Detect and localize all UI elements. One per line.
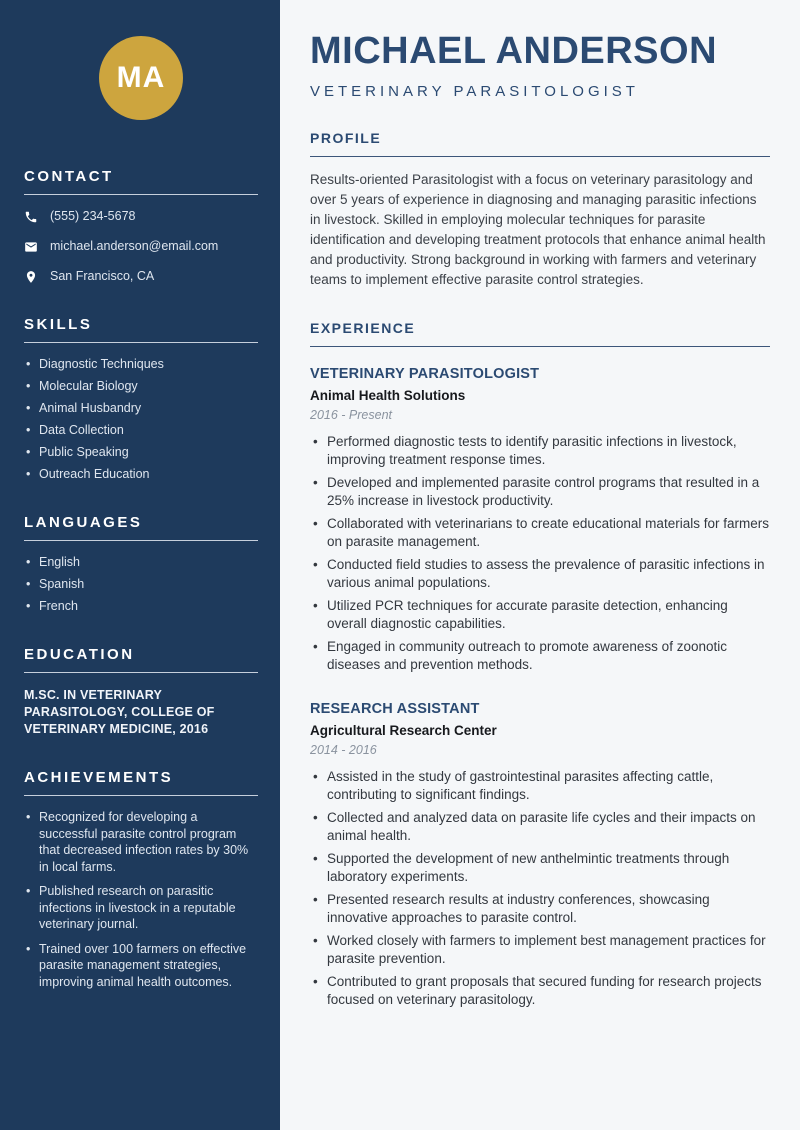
contact-heading: CONTACT: [24, 168, 258, 195]
email-icon: [24, 240, 38, 254]
education-degree: M.SC. IN VETERINARY PARASITOLOGY, COLLEGE OF VETERINARY MEDICINE, 2016: [24, 688, 215, 736]
avatar-initials: MA: [116, 61, 166, 94]
job-role: RESEARCH ASSISTANT: [310, 701, 480, 717]
job-bullet-item: • Performed diagnostic tests to identify parasitic infections in livestock, improving treatment response times.: [310, 433, 770, 469]
education-section: [24, 646, 258, 738]
avatar: [99, 36, 183, 120]
job-bullet-item: • Contributed to grant proposals that secured funding for research projects focused on veterinary parasitology.: [310, 973, 770, 1009]
language-item: • English: [24, 554, 258, 571]
experience-heading: EXPERIENCE: [310, 320, 770, 347]
skill-item: • Animal Husbandry: [24, 400, 258, 417]
job-dates: 2014 - 2016: [310, 743, 377, 757]
main-content: [280, 0, 800, 1130]
job-bullet-item: • Conducted field studies to assess the prevalence of parasitic infections in various animal populations.: [310, 556, 770, 592]
job-bullet-item: • Assisted in the study of gastrointestinal parasites affecting cattle, contributing to significant findings.: [310, 768, 770, 804]
job-bullet-item: • Utilized PCR techniques for accurate parasite detection, enhancing overall diagnostic capabilities.: [310, 597, 770, 633]
achievement-item: • Trained over 100 farmers on effective parasite management strategies, improving animal health outcomes.: [24, 941, 258, 991]
job-bullet-item: • Collected and analyzed data on parasite life cycles and their impacts on animal health.: [310, 809, 770, 845]
languages-section: [24, 514, 258, 615]
skill-item: • Outreach Education: [24, 466, 258, 483]
skill-item: • Data Collection: [24, 422, 258, 439]
job-company: Agricultural Research Center: [310, 723, 497, 738]
location-text: San Francisco, CA: [50, 269, 155, 283]
education-heading: EDUCATION: [24, 646, 258, 673]
job-bullets: [310, 768, 770, 1009]
achievements-heading: ACHIEVEMENTS: [24, 769, 258, 796]
achievement-item: • Recognized for developing a successful parasite control program that decreased infection rates by 30% in local farms.: [24, 809, 258, 875]
contact-rows: [24, 208, 258, 285]
achievements-list: [24, 809, 258, 990]
achievement-item: • Published research on parasitic infections in livestock in a reputable veterinary journal.: [24, 883, 258, 933]
job-dates: 2016 - Present: [310, 408, 392, 422]
location-icon: [24, 270, 38, 284]
phone-number: (555) 234-5678: [50, 209, 136, 223]
languages-list: [24, 554, 258, 615]
job-bullets: [310, 433, 770, 674]
language-item: • Spanish: [24, 576, 258, 593]
language-item: • French: [24, 598, 258, 615]
job-bullet-item: • Developed and implemented parasite control programs that resulted in a 25% increase in livestock productivity.: [310, 474, 770, 510]
skills-list: [24, 356, 258, 483]
job-bullet-item: • Presented research results at industry conferences, showcasing innovative approaches to parasite control.: [310, 891, 770, 927]
contact-row-phone: [24, 208, 258, 225]
person-name: MICHAEL ANDERSON: [310, 30, 718, 72]
job-bullet-item: • Worked closely with farmers to implement best management practices for parasite prevention.: [310, 932, 770, 968]
job-company: Animal Health Solutions: [310, 388, 466, 403]
languages-heading: LANGUAGES: [24, 514, 258, 541]
skill-item: • Molecular Biology: [24, 378, 258, 395]
sidebar: [0, 0, 280, 1130]
contact-row-email: [24, 238, 258, 255]
skills-heading: SKILLS: [24, 316, 258, 343]
experience-entry: [310, 701, 770, 1009]
job-bullet-item: • Supported the development of new anthelmintic treatments through laboratory experiments.: [310, 850, 770, 886]
contact-row-location: [24, 268, 258, 285]
job-bullet-item: • Engaged in community outreach to promote awareness of zoonotic diseases and prevention methods.: [310, 638, 770, 674]
achievements-section: [24, 769, 258, 990]
person-job-title: VETERINARY PARASITOLOGIST: [310, 83, 639, 100]
skill-item: • Diagnostic Techniques: [24, 356, 258, 373]
skill-item: • Public Speaking: [24, 444, 258, 461]
contact-section: [24, 168, 258, 285]
phone-icon: [24, 210, 38, 224]
job-bullet-item: • Collaborated with veterinarians to create educational materials for farmers on parasite management.: [310, 515, 770, 551]
job-role: VETERINARY PARASITOLOGIST: [310, 366, 540, 382]
profile-heading: PROFILE: [310, 130, 770, 157]
profile-text: Results-oriented Parasitologist with a focus on veterinary parasitology and over 5 years of experience in diagnosing and managing parasitic infections in livestock. Skilled in employing molecular techniques for parasite identification and developing treatment protocols that enhance animal health and productivity. Strong background in working with farmers and veterinary teams to implement effective parasite control strategies.: [310, 172, 766, 287]
experience-entry: [310, 366, 770, 674]
skills-section: [24, 316, 258, 483]
email-address: michael.anderson@email.com: [50, 239, 219, 253]
